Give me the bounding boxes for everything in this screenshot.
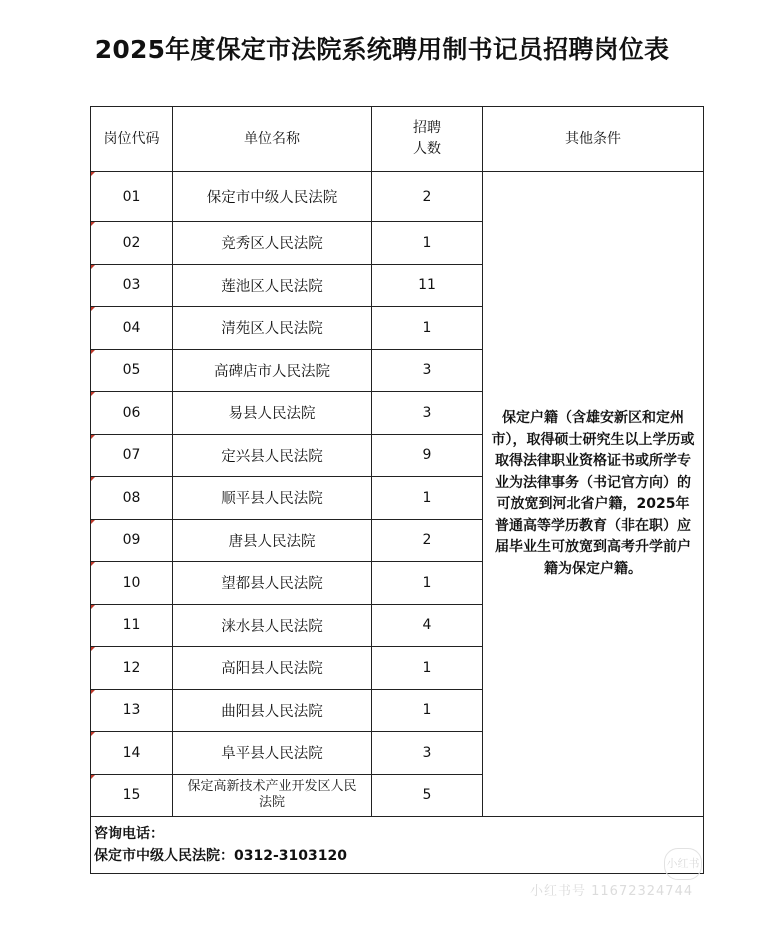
cell-code: 14	[91, 732, 173, 775]
cell-count: 3	[372, 392, 483, 435]
cell-unit: 保定市中级人民法院	[173, 172, 372, 222]
cell-code: 04	[91, 307, 173, 350]
cell-count: 1	[372, 647, 483, 690]
cell-code: 08	[91, 477, 173, 520]
cell-unit: 竞秀区人民法院	[173, 222, 372, 265]
cell-code: 05	[91, 349, 173, 392]
cell-unit: 清苑区人民法院	[173, 307, 372, 350]
cell-unit: 定兴县人民法院	[173, 434, 372, 477]
cell-unit: 曲阳县人民法院	[173, 689, 372, 732]
header-code: 岗位代码	[91, 107, 173, 172]
cell-unit: 保定高新技术产业开发区人民法院	[173, 774, 372, 817]
cell-count: 11	[372, 264, 483, 307]
cell-code: 01	[91, 172, 173, 222]
watermark-badge: 小红书	[664, 848, 702, 880]
header-unit: 单位名称	[173, 107, 372, 172]
cell-count: 1	[372, 477, 483, 520]
cell-unit: 涞水县人民法院	[173, 604, 372, 647]
cell-count: 1	[372, 689, 483, 732]
cell-count: 3	[372, 349, 483, 392]
cell-unit: 阜平县人民法院	[173, 732, 372, 775]
cell-code: 09	[91, 519, 173, 562]
cell-code: 10	[91, 562, 173, 605]
contact-label: 咨询电话：	[94, 826, 164, 842]
cell-code: 12	[91, 647, 173, 690]
cell-unit: 易县人民法院	[173, 392, 372, 435]
cell-count: 1	[372, 562, 483, 605]
cell-code: 06	[91, 392, 173, 435]
cell-code: 11	[91, 604, 173, 647]
header-count	[372, 107, 483, 172]
cell-code: 13	[91, 689, 173, 732]
cell-unit: 高阳县人民法院	[173, 647, 372, 690]
cell-count: 4	[372, 604, 483, 647]
cell-unit: 莲池区人民法院	[173, 264, 372, 307]
cell-count: 1	[372, 307, 483, 350]
cell-count: 3	[372, 732, 483, 775]
footer-cell	[91, 817, 704, 874]
table-row	[91, 172, 704, 222]
cell-count: 9	[372, 434, 483, 477]
cell-count: 2	[372, 519, 483, 562]
cell-count: 2	[372, 172, 483, 222]
cell-count: 5	[372, 774, 483, 817]
header-count-line2: 人数	[413, 141, 441, 157]
header-conditions: 其他条件	[483, 107, 704, 172]
watermark-text: 小红书号 11672324744	[530, 884, 694, 899]
cell-count: 1	[372, 222, 483, 265]
cell-code: 07	[91, 434, 173, 477]
page-title: 2025年度保定市法院系统聘用制书记员招聘岗位表	[94, 35, 670, 64]
cell-unit: 唐县人民法院	[173, 519, 372, 562]
contact-phone: 保定市中级人民法院：0312-3103120	[94, 848, 347, 864]
table-header-row	[91, 107, 704, 172]
cell-code: 15	[91, 774, 173, 817]
recruitment-table	[90, 106, 704, 874]
header-count-line1: 招聘	[413, 120, 441, 136]
cell-code: 02	[91, 222, 173, 265]
cell-conditions: 保定户籍（含雄安新区和定州市），取得硕士研究生以上学历或取得法律职业资格证书或所学专业为法律事务（书记官方向）的可放宽到河北省户籍，2025年普通高等学历教育（非在职）应届毕业生可放宽到高考升学前户籍为保定户籍。	[483, 172, 704, 817]
cell-code: 03	[91, 264, 173, 307]
cell-unit: 高碑店市人民法院	[173, 349, 372, 392]
cell-unit: 顺平县人民法院	[173, 477, 372, 520]
cell-unit: 望都县人民法院	[173, 562, 372, 605]
table-footer-row	[91, 817, 704, 874]
